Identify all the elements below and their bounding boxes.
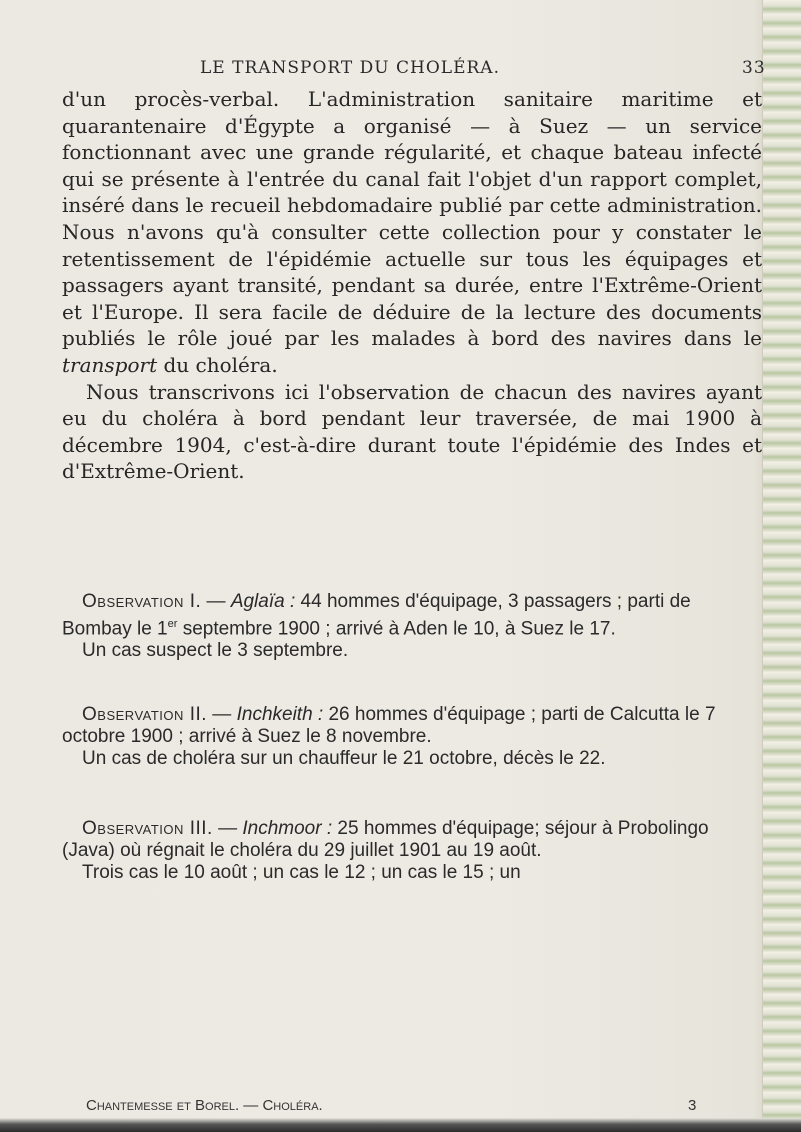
observation-label: Observation III. bbox=[82, 818, 213, 839]
page-number: 33 bbox=[742, 58, 766, 78]
observation-note: Trois cas le 10 août ; un cas le 12 ; un cas le 15 ; un bbox=[82, 862, 521, 883]
page-edge-right bbox=[762, 0, 801, 1132]
signature-number: 3 bbox=[688, 1097, 697, 1114]
observation-1: Observation I. — Aglaïa : 44 hommes d'équipage, 3 passagers ; parti de Bombay le 1er septembre 1900 ; arrivé à Aden le 10, à Suez le 17. Un cas suspect le 3 septembre. bbox=[62, 591, 762, 662]
page-edge-bottom bbox=[0, 1118, 801, 1132]
signature-line bbox=[86, 1097, 746, 1114]
paragraph-1: d'un procès-verbal. L'administration sanitaire maritime et quarantenaire d'Égypte a organisé — à Suez — un service fonctionnant avec une grande régularité, et chaque bateau infecté qui se présente à l'entrée du canal fait l'objet d'un rapport complet, inséré dans le recueil hebdomadaire publié par cette administration. Nous n'avons qu'à consulter cette collection pour y constater le retentissement de l'épidémie actuelle sur tous les équipages et passagers ayant transité, pendant sa durée, entre l'Extrême-Orient et l'Europe. Il sera facile de déduire de la lecture des documents publiés le rôle joué par les malades à bord des navires dans le transport du choléra. bbox=[62, 87, 762, 377]
main-text bbox=[62, 86, 762, 485]
emphasis-transport: transport bbox=[62, 352, 158, 377]
observation-note: Un cas suspect le 3 septembre. bbox=[82, 640, 349, 662]
observation-label: Observation I. bbox=[82, 591, 202, 612]
paragraph-2: Nous transcrivons ici l'observation de chacun des navires ayant eu du choléra à bord pendant leur traversée, de mai 1900 à décembre 1904, c'est-à-dire durant toute l'épidémie des Indes et d'Extrême-Orient. bbox=[62, 379, 762, 484]
running-title: LE TRANSPORT DU CHOLÉRA. bbox=[200, 58, 500, 78]
printer-signature: Chantemesse et Borel. — Choléra. bbox=[86, 1097, 323, 1114]
observation-3: Observation III. — Inchmoor : 25 hommes d'équipage; séjour à Probolingo (Java) où régnait le choléra du 29 juillet 1901 au 19 août. Trois cas le 10 août ; un cas le 12 ; un cas le 15 ; un bbox=[62, 818, 762, 884]
ship-name: Inchkeith : bbox=[236, 704, 324, 725]
ship-name: Inchmoor : bbox=[242, 818, 333, 839]
ship-name: Aglaïa : bbox=[230, 591, 296, 612]
observation-label: Observation II. bbox=[82, 704, 208, 725]
observation-2: Observation II. — Inchkeith : 26 hommes d'équipage ; parti de Calcutta le 7 octobre 1900 ; arrivé à Suez le 8 novembre. Un cas de choléra sur un chauffeur le 21 octobre, décès le 22. bbox=[62, 704, 762, 770]
observation-note: Un cas de choléra sur un chauffeur le 21 octobre, décès le 22. bbox=[82, 748, 606, 769]
running-header bbox=[0, 58, 801, 84]
